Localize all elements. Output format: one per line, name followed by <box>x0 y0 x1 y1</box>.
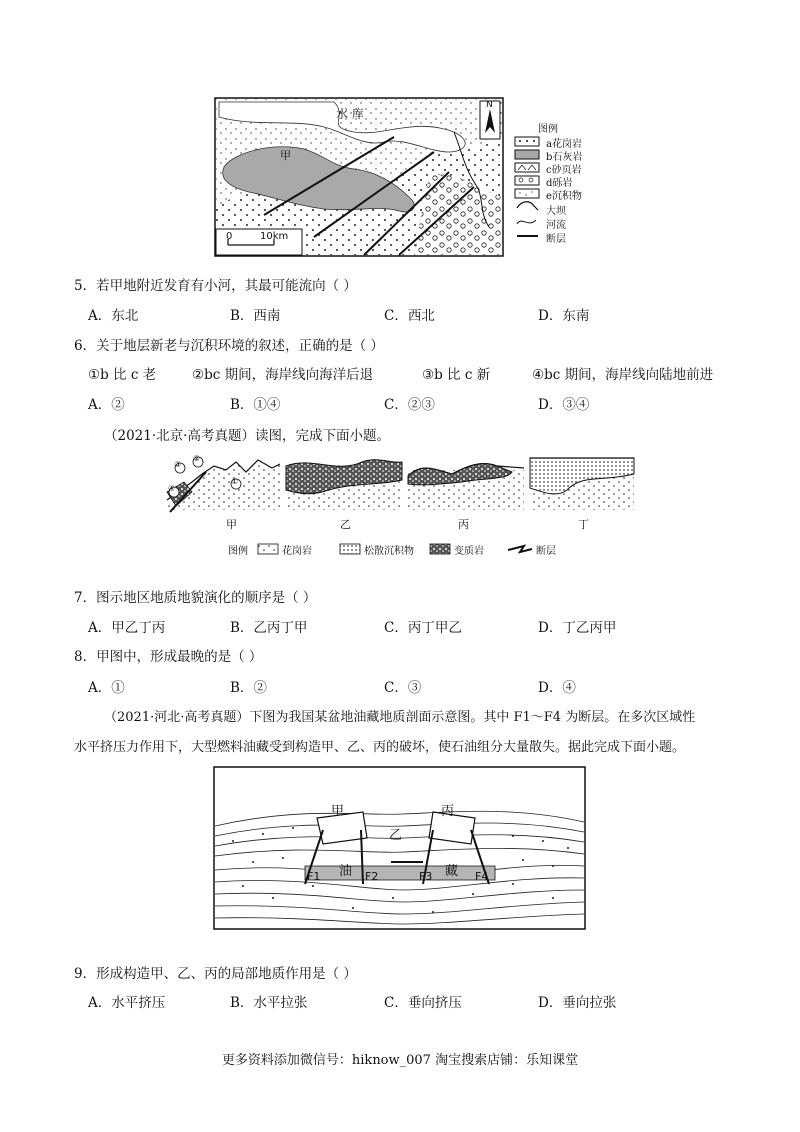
panel-label-yi: 乙 <box>340 518 351 531</box>
fault-f3-label: F3 <box>419 870 433 883</box>
q5-option-d[interactable]: D．东南 <box>538 308 590 324</box>
q8-option-a[interactable]: A．① <box>88 680 125 696</box>
q8-option-d[interactable]: D．④ <box>538 680 576 696</box>
structure-yi-label: 乙 <box>389 828 403 843</box>
legend-granite: a花岗岩 <box>546 139 582 150</box>
legend-limestone: b石灰岩 <box>546 152 583 163</box>
oil-label-1: 油 <box>339 864 353 879</box>
fault-f1-label: F1 <box>307 870 321 883</box>
fig2-legend-loose: 松散沉积物 <box>364 546 414 557</box>
panel-label-bing: 丙 <box>458 518 469 531</box>
intro-beijing-2021: （2021·北京·高考真题）读图，完成下面小题。 <box>104 428 390 444</box>
intro-hebei-2021-line2: 水平挤压力作用下，大型燃料油藏受到构造甲、乙、丙的破坏，使石油组分大量散失。据此完成下面小题。 <box>74 740 686 755</box>
marker-3: ③ <box>174 460 182 469</box>
q5-option-c[interactable]: C．西北 <box>384 308 435 324</box>
q9-option-b[interactable]: B．水平拉张 <box>230 995 308 1011</box>
q8-option-b[interactable]: B．② <box>230 680 267 696</box>
reservoir-label: 水 库 <box>336 107 364 121</box>
question-7-stem: 7．图示地区地质地貌演化的顺序是（ ） <box>74 590 317 606</box>
q6-option-c[interactable]: C．②③ <box>384 397 435 413</box>
panel-label-ding: 丁 <box>578 518 589 531</box>
legend-river: 河流 <box>546 220 566 231</box>
oil-basin-profile-figure <box>213 766 586 930</box>
q6-statement-1: ①b 比 c 老 <box>88 367 157 383</box>
question-8-stem: 8．甲图中，形成最晚的是（ ） <box>74 649 263 665</box>
question-6-stem: 6．关于地层新老与沉积环境的叙述，正确的是（ ） <box>74 338 384 354</box>
question-5-stem: 5．若甲地附近发育有小河，其最可能流向（ ） <box>74 278 357 294</box>
legend-sediment: e沉积物 <box>546 191 582 202</box>
q6-statement-2: ②bc 期间，海岸线向海洋后退 <box>192 367 374 383</box>
q7-option-a[interactable]: A．甲乙丁丙 <box>88 620 166 636</box>
structure-bing-label: 丙 <box>441 804 455 819</box>
legend-conglomerate: d砾岩 <box>546 178 573 189</box>
fig2-legend-title: 图例 <box>228 546 248 557</box>
q6-option-a[interactable]: A．② <box>88 397 125 413</box>
marker-2: ② <box>193 454 201 463</box>
fig2-legend-granite: 花岗岩 <box>282 546 312 557</box>
marker-1: ① <box>231 477 239 486</box>
legend-fault: 断层 <box>546 234 566 245</box>
q6-option-d[interactable]: D．③④ <box>538 397 590 413</box>
evolution-figure <box>162 452 638 564</box>
fault-f4-label: F4 <box>475 870 489 883</box>
scale-length: 10km <box>260 231 289 242</box>
legend-sandshale: c砂页岩 <box>546 165 582 176</box>
fig2-legend-fault: 断层 <box>536 546 556 557</box>
q5-option-b[interactable]: B．西南 <box>230 308 281 324</box>
geologic-map-figure <box>214 97 504 257</box>
q7-option-c[interactable]: C．丙丁甲乙 <box>384 620 462 636</box>
page-footer: 更多资料添加微信号：hiknow_007 淘宝搜索店铺：乐知课堂 <box>221 1053 579 1068</box>
legend-swatches <box>514 136 542 254</box>
q9-option-d[interactable]: D．垂向拉张 <box>538 995 617 1011</box>
panel-label-jia: 甲 <box>226 518 237 531</box>
oil-label-2: 藏 <box>445 864 459 879</box>
q6-statement-3: ③b 比 c 新 <box>422 367 491 383</box>
legend-title: 图例 <box>538 124 558 135</box>
q7-option-d[interactable]: D．丁乙丙甲 <box>538 620 617 636</box>
q7-option-b[interactable]: B．乙丙丁甲 <box>230 620 308 636</box>
q5-option-a[interactable]: A．东北 <box>88 308 139 324</box>
marker-4: ④ <box>168 484 176 493</box>
q6-option-b[interactable]: B．①④ <box>230 397 281 413</box>
fault-f2-label: F2 <box>365 870 379 883</box>
scale-zero: 0 <box>226 231 233 242</box>
q8-option-c[interactable]: C．③ <box>384 680 422 696</box>
north-label: N <box>486 100 493 110</box>
question-9-stem: 9．形成构造甲、乙、丙的局部地质作用是（ ） <box>74 966 357 982</box>
legend-dam: 大坝 <box>546 206 566 217</box>
q9-option-c[interactable]: C．垂向挤压 <box>384 995 462 1011</box>
structure-jia-label: 甲 <box>331 804 345 819</box>
q6-statement-4: ④bc 期间，海岸线向陆地前进 <box>532 367 714 383</box>
oil-basin-profile-svg <box>213 766 586 930</box>
intro-hebei-2021-line1: （2021·河北·高考真题）下图为我国某盆地油藏地质剖面示意图。其中 F1～F4 为断层。在多次区域性 <box>104 710 696 725</box>
fig2-legend-metamorphic: 变质岩 <box>454 546 484 557</box>
q9-option-a[interactable]: A．水平挤压 <box>88 995 166 1011</box>
geologic-map-legend <box>514 120 604 260</box>
area-jia-label: 甲 <box>280 149 291 162</box>
